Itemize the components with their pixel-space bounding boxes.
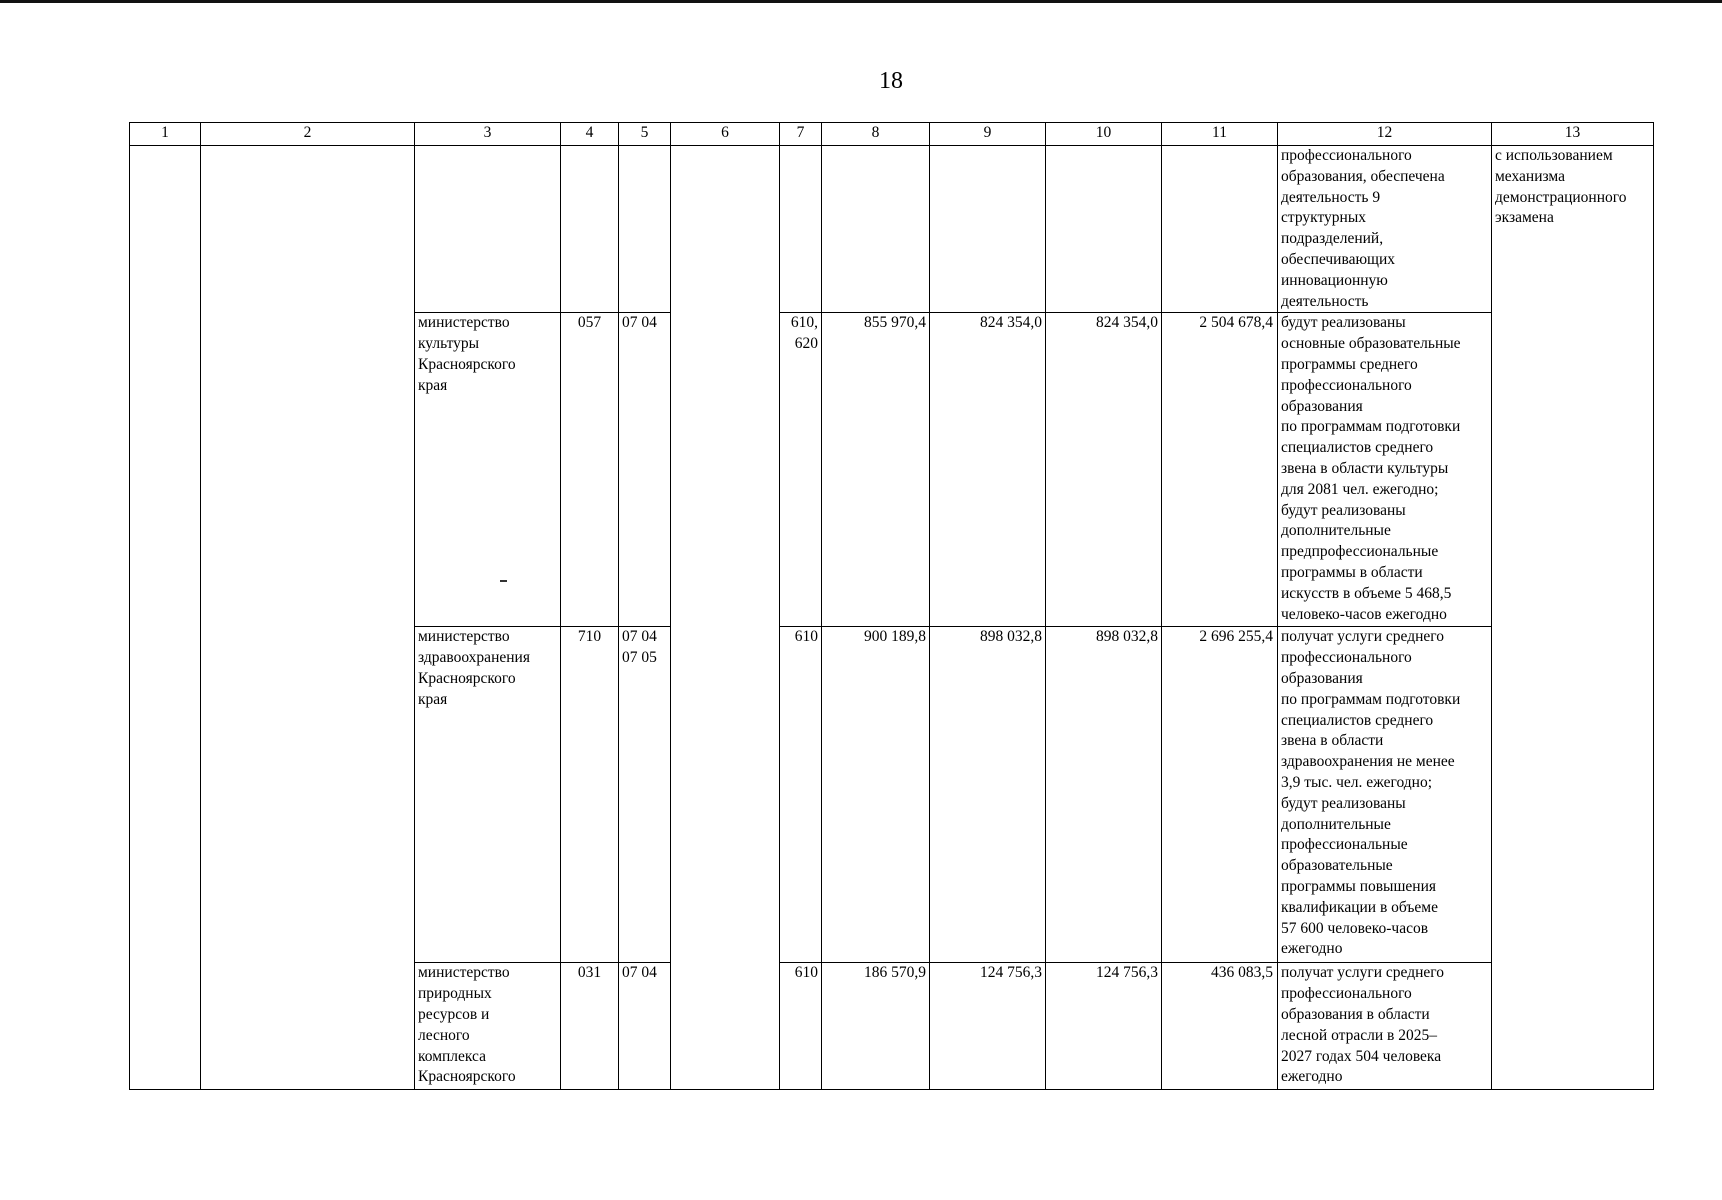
text-line: 620 <box>794 335 818 353</box>
text-line: будут реализованы <box>1281 314 1406 332</box>
column-header: 7 <box>780 123 822 146</box>
text-line: профессиональные <box>1281 836 1408 854</box>
text-line: механизма <box>1495 167 1565 185</box>
text-line: получат услуги среднего <box>1281 964 1444 982</box>
cell-col9-amount: 124 756,3 <box>930 963 1046 1090</box>
text-line: 610, <box>790 314 818 332</box>
cell-col4-code: 710 <box>561 627 619 963</box>
cell-col4-code: 031 <box>561 963 619 1090</box>
cell-col10-amount: 824 354,0 <box>1046 313 1162 627</box>
text-line: профессионального <box>1281 985 1412 1003</box>
cell-col7-type <box>780 963 822 1090</box>
text-line: Красноярского <box>418 1068 516 1086</box>
text-line: ресурсов и <box>418 1005 490 1023</box>
text-line: здравоохранения не менее <box>1281 753 1455 771</box>
text-line: края <box>418 690 448 708</box>
cell-col3 <box>415 146 561 313</box>
text-line: министерство <box>418 314 510 332</box>
column-header: 12 <box>1278 123 1492 146</box>
cell-col3-ministry <box>415 627 561 963</box>
cell-col7-type <box>780 313 822 627</box>
text-line: будут реализованы <box>1281 794 1406 812</box>
cell-col10-amount: 124 756,3 <box>1046 963 1162 1090</box>
text-line: по программам подготовки <box>1281 418 1461 436</box>
text-line: края <box>418 376 448 394</box>
text-line: подразделений, <box>1281 230 1384 248</box>
text-line: дополнительные <box>1281 522 1391 540</box>
text-line: звена в области культуры <box>1281 459 1449 477</box>
cell-col8 <box>822 146 930 313</box>
top-border-line <box>0 0 1722 3</box>
cell-col10 <box>1046 146 1162 313</box>
cell-col12-result <box>1278 627 1492 963</box>
text-line: профессионального <box>1281 649 1412 667</box>
cell-col7-type <box>780 627 822 963</box>
text-line: ежегодно <box>1281 940 1343 958</box>
column-header: 3 <box>415 123 561 146</box>
cell-col5-section <box>619 963 671 1090</box>
text-line: деятельность <box>1281 292 1369 310</box>
text-line: звена в области <box>1281 732 1384 750</box>
text-line: профессионального <box>1281 376 1412 394</box>
cell-col9-amount: 824 354,0 <box>930 313 1046 627</box>
column-header: 9 <box>930 123 1046 146</box>
text-line: профессионального <box>1281 147 1412 164</box>
cell-col5 <box>619 146 671 313</box>
text-line: природных <box>418 985 492 1003</box>
text-line: образования, обеспечена <box>1281 167 1445 185</box>
scan-artifact-mark <box>500 580 507 582</box>
text-line: министерство <box>418 964 510 982</box>
cell-col8-amount: 855 970,4 <box>822 313 930 627</box>
text-line: образовательные <box>1281 857 1393 875</box>
text-line: демонстрационного <box>1495 188 1627 206</box>
cell-col5-section <box>619 313 671 627</box>
text-line: образования <box>1281 669 1363 687</box>
text-line: получат услуги среднего <box>1281 628 1444 646</box>
text-line: основные образовательные <box>1281 335 1461 353</box>
text-line: лесного <box>418 1026 470 1044</box>
text-line: деятельность 9 <box>1281 188 1381 206</box>
text-line: 07 05 <box>622 649 657 667</box>
cell-col1 <box>130 146 201 1090</box>
text-line: будут реализованы <box>1281 501 1406 519</box>
column-header: 10 <box>1046 123 1162 146</box>
cell-col4 <box>561 146 619 313</box>
cell-col6 <box>671 146 780 1090</box>
text-line: культуры <box>418 335 480 353</box>
cell-col9 <box>930 146 1046 313</box>
text-line: министерство <box>418 628 510 646</box>
column-header: 8 <box>822 123 930 146</box>
table-row-continuation <box>130 146 1654 313</box>
text-line: структурных <box>1281 209 1366 227</box>
cell-col3-ministry <box>415 963 561 1090</box>
text-line: 57 600 человеко-часов <box>1281 919 1429 937</box>
cell-col11-total: 2 504 678,4 <box>1162 313 1278 627</box>
column-header: 4 <box>561 123 619 146</box>
text-line: по программам подготовки <box>1281 690 1461 708</box>
text-line: здравоохранения <box>418 649 530 667</box>
text-line: 07 04 <box>622 314 657 332</box>
text-line: 3,9 тыс. чел. ежегодно; <box>1281 773 1433 791</box>
text-line: специалистов среднего <box>1281 439 1434 457</box>
text-line: инновационную <box>1281 271 1388 289</box>
text-line: предпрофессиональные <box>1281 543 1439 561</box>
text-line: программы среднего <box>1281 355 1418 373</box>
table-header-row <box>130 123 1654 146</box>
cell-col3-ministry <box>415 313 561 627</box>
column-header: 5 <box>619 123 671 146</box>
cell-col11-total: 2 696 255,4 <box>1162 627 1278 963</box>
cell-col4-code: 057 <box>561 313 619 627</box>
cell-col5-section <box>619 627 671 963</box>
cell-col8-amount: 900 189,8 <box>822 627 930 963</box>
text-line: человеко-часов ежегодно <box>1281 605 1447 623</box>
cell-col12-result <box>1278 146 1492 313</box>
text-line: 07 04 <box>622 964 657 982</box>
cell-col7 <box>780 146 822 313</box>
cell-col10-amount: 898 032,8 <box>1046 627 1162 963</box>
text-line: 07 04 <box>622 628 657 646</box>
cell-col12-result <box>1278 963 1492 1090</box>
text-line: Красноярского <box>418 355 516 373</box>
cell-col11 <box>1162 146 1278 313</box>
text-line: специалистов среднего <box>1281 711 1434 729</box>
text-line: 2027 годах 504 человека <box>1281 1047 1442 1065</box>
cell-col2 <box>201 146 415 1090</box>
budget-table <box>129 122 1654 1090</box>
text-line: образования в области <box>1281 1005 1430 1023</box>
text-line: с использованием <box>1495 147 1613 164</box>
text-line: программы в области <box>1281 563 1423 581</box>
text-line: лесной отрасли в 2025– <box>1281 1026 1437 1044</box>
text-line: 610 <box>794 628 818 646</box>
column-header: 13 <box>1492 123 1654 146</box>
text-line: комплекса <box>418 1047 487 1065</box>
text-line: ежегодно <box>1281 1068 1343 1086</box>
cell-col9-amount: 898 032,8 <box>930 627 1046 963</box>
cell-col8-amount: 186 570,9 <box>822 963 930 1090</box>
column-header: 1 <box>130 123 201 146</box>
text-line: 610 <box>794 964 818 982</box>
text-line: экзамена <box>1495 209 1554 227</box>
text-line: обеспечивающих <box>1281 250 1396 268</box>
column-header: 11 <box>1162 123 1278 146</box>
page-number: 18 <box>879 68 903 94</box>
text-line: Красноярского <box>418 669 516 687</box>
text-line: образования <box>1281 397 1363 415</box>
text-line: искусств в объеме 5 468,5 <box>1281 584 1452 602</box>
column-header: 2 <box>201 123 415 146</box>
text-line: дополнительные <box>1281 815 1391 833</box>
cell-col11-total: 436 083,5 <box>1162 963 1278 1090</box>
text-line: квалификации в объеме <box>1281 898 1438 916</box>
text-line: программы повышения <box>1281 877 1436 895</box>
cell-col13-note <box>1492 146 1654 1090</box>
cell-col12-result <box>1278 313 1492 627</box>
text-line: для 2081 чел. ежегодно; <box>1281 480 1439 498</box>
column-header: 6 <box>671 123 780 146</box>
